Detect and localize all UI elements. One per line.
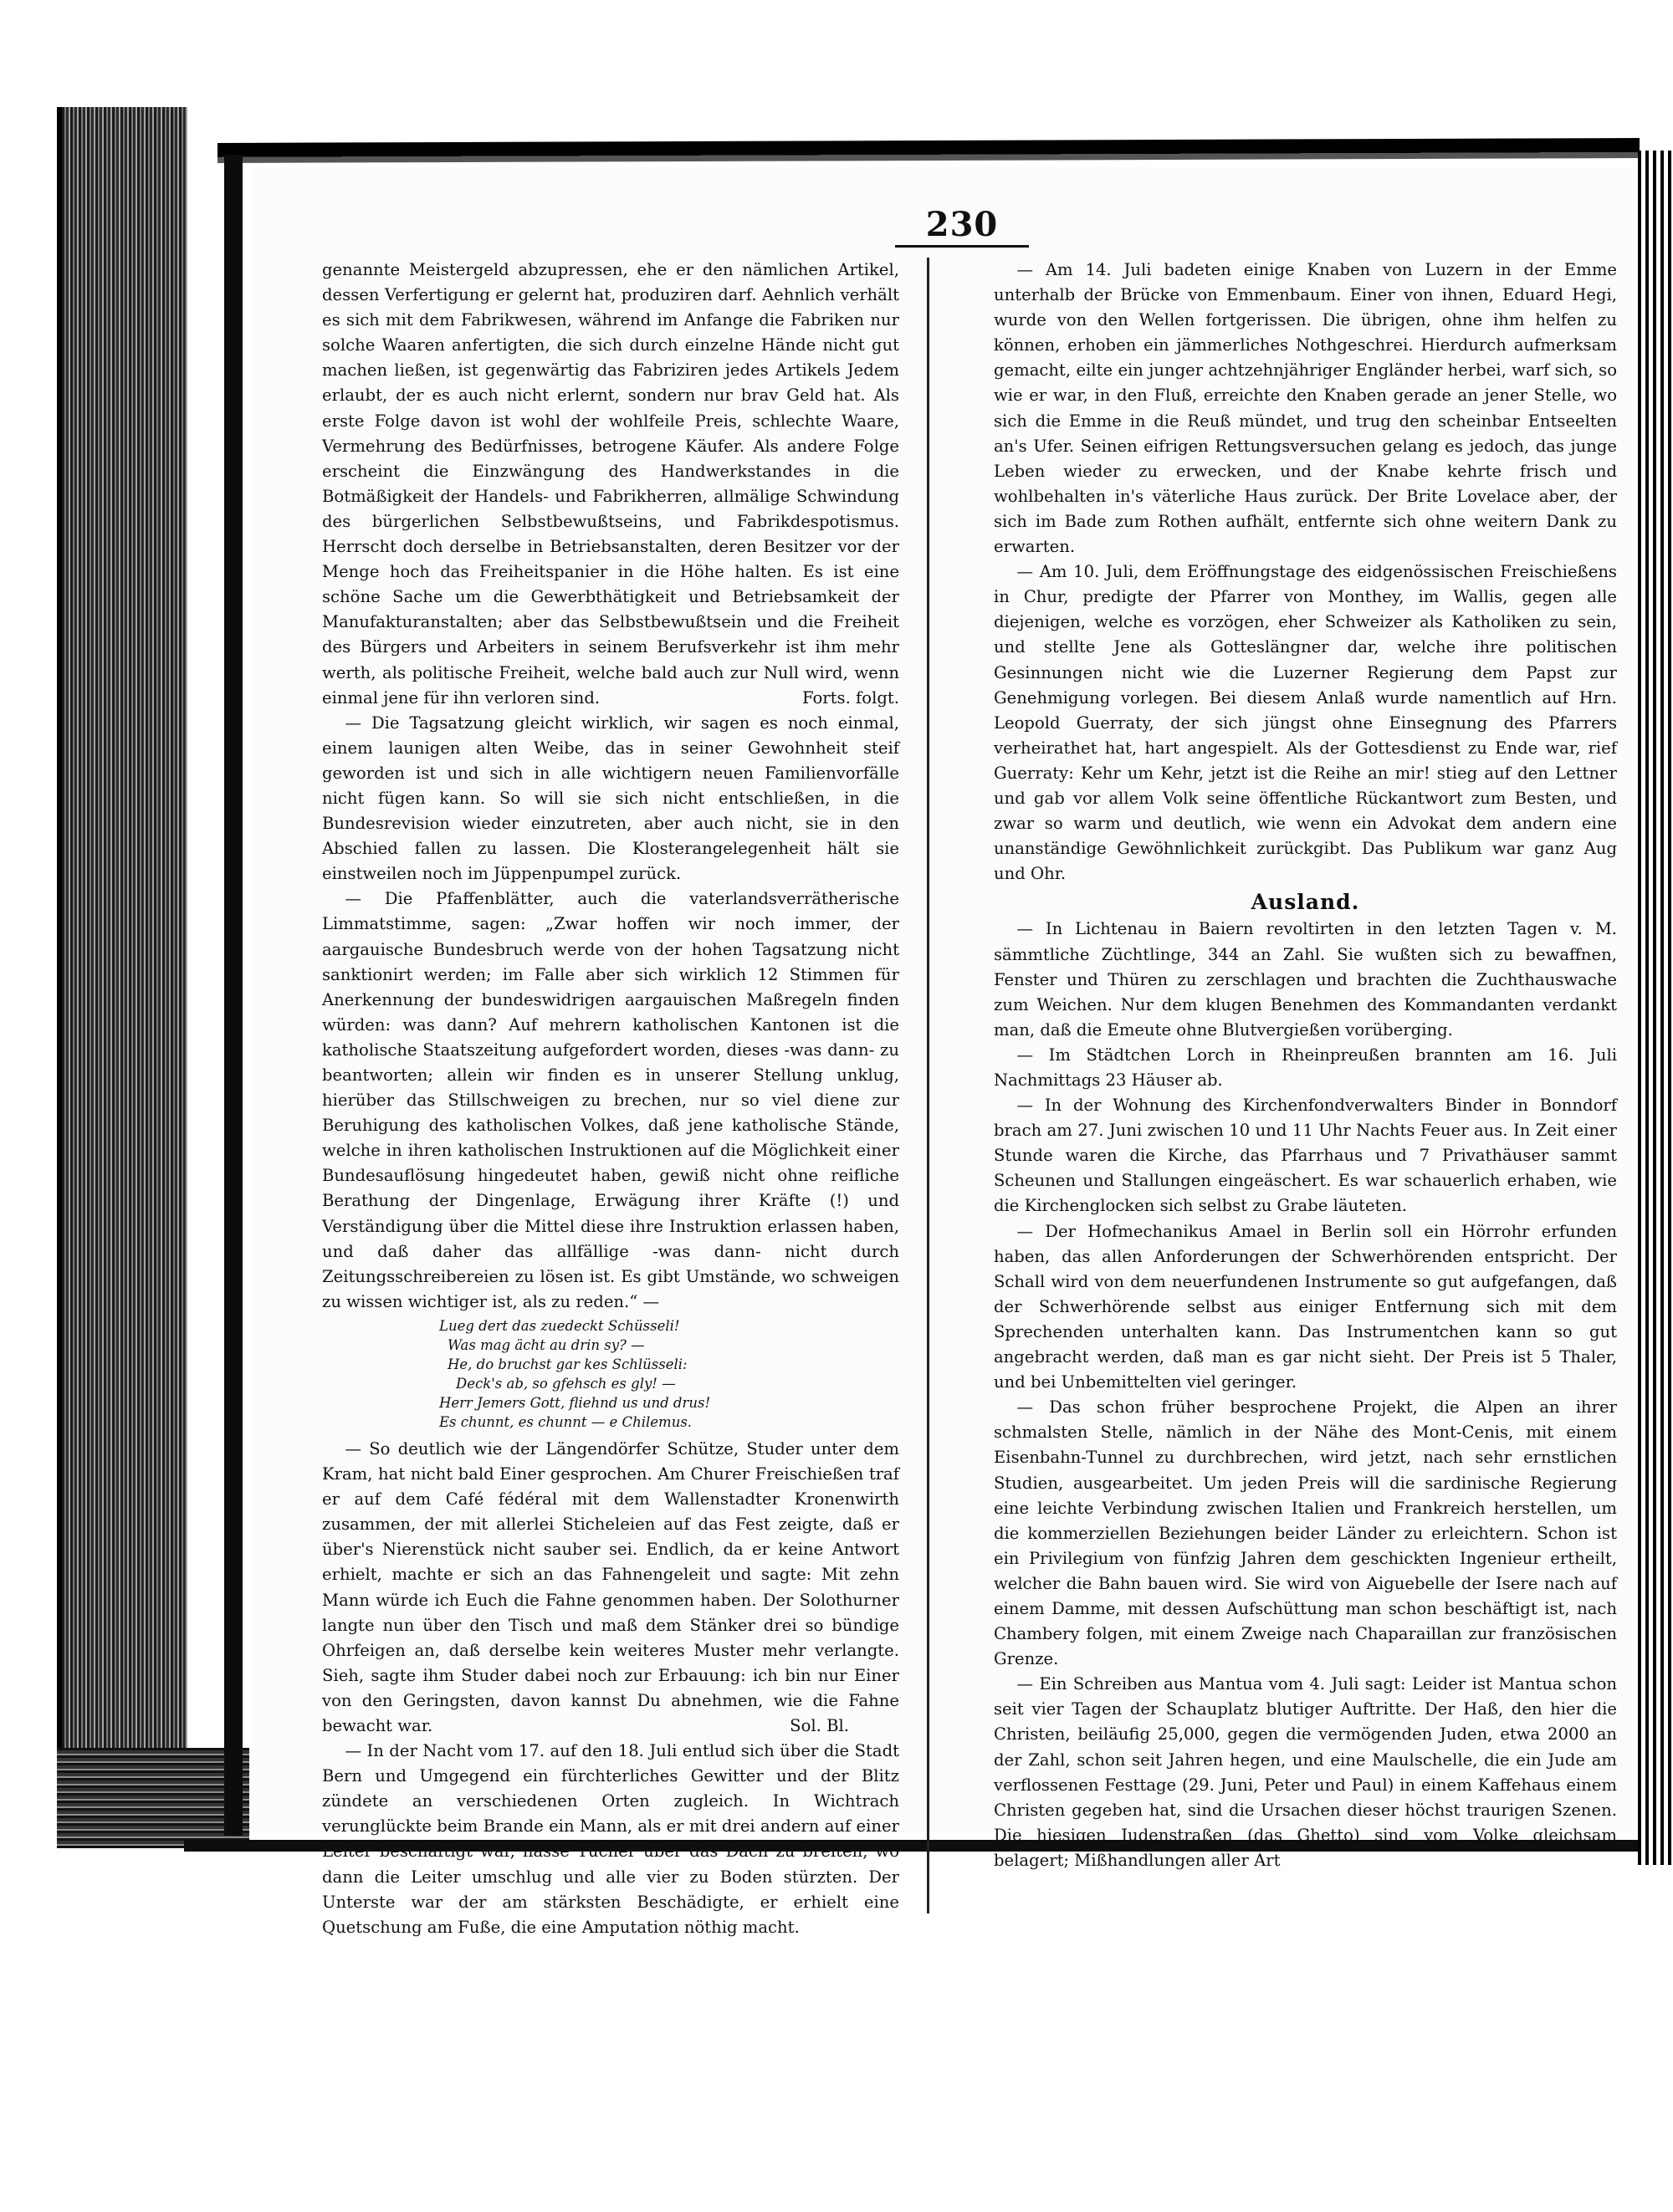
continuation-note: Forts. folgt. (801, 687, 899, 708)
verse-line: Deck's ab, so gfehsch es gly! — (456, 1375, 676, 1392)
verse-line: Es chunnt, es chunnt — e Chilemus. (439, 1413, 693, 1430)
scan-right-edge (1638, 151, 1673, 1865)
book-page-edge-bottom (57, 1748, 249, 1848)
verse-line: Herr Jemers Gott, fliehnd us und drus! (439, 1394, 711, 1411)
section-heading: Ausland. (1251, 890, 1360, 915)
source-note: Sol. Bl. (790, 1715, 849, 1735)
page-number: 230 (925, 205, 999, 244)
paragraph-text: genannte Meistergeld abzupressen, ehe er den nämlichen Artikel, dessen Verfertigung er gelernt hat, produziren darf. Aehnlich verhält es sich mit dem Fabrikwesen, während im Anfange die Fabriken nur solche Waaren anfertigten, die sich durch einzelne Hände nicht gut machen ließen, ist gegenwärtig das Fabriziren jedes Artikels Jedem erlaubt, der es auch nicht erlernt, sondern nur brav Geld hat. Als erste Folge davon ist wohl der wohlfeile Preis, schlechte Waare, Vermehrung des Bedürfnisses, betrogene Käufer. Als andere Folge erscheint die Einzwängung des Handwerkstandes in die Botmäßigkeit der Handels- und Fabrikherren, allmälige Schwindung des bürgerlichen Selbstbewußtseins, und Fabrikdespotismus. Herrscht doch derselbe in Betriebsanstalten, deren Besitzer vor der Menge hoch das Freiheitspanier in die Höhe halten. Es ist eine schöne Sache um die Gewerbthätigkeit und Betriebsamkeit der Manufakturanstalten; aber das Selbstbewußtsein und die Freiheit des Bürgers und Arbeiters in seinem Berufsverkehr ist ihm mehr werth, als politische Freiheit, welche bald auch zur Null wird, wenn einmal jene für ihn verloren sind. (322, 260, 899, 708)
column-divider (927, 258, 929, 1913)
paragraph: — Die Pfaffenblätter, auch die vaterlandsverrätherische Limmatstimme, sagen: „Zwar hoffen wir noch immer, der aargauische Bundesbruch werde von der hohen Tagsatzung nicht sanktionirt werden; im Falle aber sich wirklich 12 Stimmen für Anerkennung der bundeswidrigen aargauischen Maßregeln finden würden: was dann? Auf mehrern katholischen Kantonen ist die katholische Staatszeitung aufgefordert worden, dieses -was dann- zu beantworten; allein wir finden es in unserer Stellung unklug, hierüber das Stillschweigen zu brechen, nur so viel diene zur Beruhigung des katholischen Volkes, daß jene katholische Stände, welche in ihren katholischen Instruktionen auf die Möglichkeit einer Bundesauflösung hingedeutet haben, gewiß nicht ohne reifliche Berathung der Dingenlage, Erwägung ihrer Kräfte (!) und Verständigung über die Mittel diese ihre Instruktion erlassen haben, und daß daher das allfällige -was dann- nicht durch Zeitungsschreibereien zu lösen ist. Es gibt Umstände, wo schweigen zu wissen wichtiger ist, als zu reden.“ — (322, 889, 899, 1311)
page-number-rule (895, 245, 1029, 248)
paragraph: — In der Wohnung des Kirchenfondverwalters Binder in Bonndorf brach am 27. Juni zwischen 10 und 11 Uhr Nachts Feuer aus. In Zeit einer Stunde waren die Kirche, das Pfarrhaus und 7 Privathäuser sammt Scheunen und Stallungen eingeäschert. Es war schauerlich erhaben, wie die Kirchenglocken sich selbst zu Grabe läuteten. (994, 1096, 1617, 1216)
scan-top-border (217, 138, 1640, 163)
verse-line: Was mag ächt au drin sy? — (448, 1336, 645, 1353)
right-column (994, 258, 1617, 1873)
book-page-edge (57, 107, 187, 1838)
verse-block (439, 1316, 899, 1432)
verse-line: Lueg dert das zuedeckt Schüsseli! (439, 1317, 680, 1334)
paragraph: — In Lichtenau in Baiern revoltirten in den letzten Tagen v. M. sämmtliche Züchtlinge, 344 an Zahl. Sie wußten sich zu bewaffnen, Fenster und Thüren zu zerschlagen und brachten die Zuchthauswache zum Weichen. Nur dem klugen Benehmen des Kommandanten verdankt man, daß die Emeute ohne Blutvergießen vorüberging. (994, 919, 1617, 1040)
paragraph: — Ein Schreiben aus Mantua vom 4. Juli sagt: Leider ist Mantua schon seit vier Tagen der Schauplatz blutiger Auftritte. Der Haß, den hier die Christen, beiläufig 25,000, gegen die vermögenden Juden, etwa 2000 an der Zahl, schon seit Jahren hegen, und eine Maulschelle, die ein Jude am verflossenen Festtage (29. Juni, Peter und Paul) in einem Kaffehaus einem Christen gegeben hat, sind die Ursachen dieser höchst traurigen Szenen. Die hiesigen Judenstraßen (das Ghetto) sind vom Volke gleichsam belagert; Mißhandlungen aller Art (994, 1674, 1617, 1870)
left-column (322, 258, 899, 1940)
paragraph: — Das schon früher besprochene Projekt, die Alpen an ihrer schmalsten Stelle, nämlich in der Nähe des Mont-Cenis, mit einem Eisenbahn-Tunnel zu durchbrechen, wird jetzt, nach sehr ernstlichen Studien, ausgearbeitet. Um jeden Preis will die sardinische Regierung eine leichte Verbindung zwischen Italien und Frankreich herstellen, um die kommerziellen Beziehungen beider Länder zu erleichtern. Schon ist ein Privilegium von fünfzig Jahren dem geschickten Ingenieur ertheilt, welcher die Bahn bauen wird. Sie wird von Aiguebelle der Isere nach auf einem Damme, mit dessen Aufschüttung man schon beschäftigt ist, nach Chambery folgen, mit einem Zweige nach Chaparaillan zur französischen Grenze. (994, 1397, 1617, 1669)
paragraph: — Die Tagsatzung gleicht wirklich, wir sagen es noch einmal, einem launigen alten Weibe, das in seiner Gewohnheit steif geworden ist und sich in alle wichtigern neuen Familienvorfälle nicht fügen kann. So will sie sich nicht entschließen, in die Bundesrevision wieder einzutreten, aber auch nicht, sie in den Abschied fallen zu lassen. Die Klosterangelegenheit hält sie einstweilen noch im Jüppenpumpel zurück. (322, 713, 899, 884)
paragraph (322, 258, 899, 711)
book-spine-shadow (224, 155, 243, 1836)
paragraph: — Im Städtchen Lorch in Rheinpreußen brannten am 16. Juli Nachmittags 23 Häuser ab. (994, 1045, 1617, 1090)
paragraph: — In der Nacht vom 17. auf den 18. Juli entlud sich über die Stadt Bern und Umgegend ein fürchterliches Gewitter und der Blitz zündete an verschiedenen Orten zugleich. In Wichtrach verunglückte beim Brande ein Mann, als er mit drei andern auf einer Leiter beschäftigt war, nasse Tücher über das Dach zu breiten, wo dann die Leiter umschlug und alle vier zu Boden stürzten. Der Unterste war der am stärksten Beschädigte, er erhielt eine Quetschung am Fuße, die eine Amputation nöthig macht. (322, 1741, 899, 1937)
paragraph: — Am 14. Juli badeten einige Knaben von Luzern in der Emme unterhalb der Brücke von Emmenbaum. Einer von ihnen, Eduard Hegi, wurde von den Wellen fortgerissen. Die übrigen, ohne ihm helfen zu können, erhoben ein jämmerliches Nothgeschrei. Hierdurch aufmerksam gemacht, eilte ein junger achtzehnjähriger Engländer herbei, warf sich, so wie er war, in den Fluß, erreichte den Knaben gerade an jener Stelle, wo sich die Emme in die Reuß mündet, und trug den scheinbar Entseelten an's Ufer. Seinen eifrigen Rettungsversuchen gelang es jedoch, das junge Leben wieder zu erwecken, und der Knabe kehrte frisch und wohlbehalten in's väterliche Haus zurück. Der Brite Lovelace aber, der sich im Bade zum Rothen aufhält, entfernte sich ohne weitern Dank zu erwarten. (994, 260, 1617, 557)
verse-line: He, do bruchst gar kes Schlüsseli: (448, 1356, 688, 1372)
paragraph: — Der Hofmechanikus Amael in Berlin soll ein Hörrohr erfunden haben, das allen Anforderungen der Schwerhörenden entspricht. Der Schall wird von dem neuerfundenen Instrumente so gut aufgefangen, daß der Schwerhörende selbst aus einiger Entfernung sich mit dem Sprechenden unterhalten kann. Das Instrumentchen kann so gut angebracht werden, daß man es gar nicht sieht. Der Preis ist 5 Thaler, und bei Unbemittelten viel geringer. (994, 1221, 1617, 1392)
paragraph: — Am 10. Juli, dem Eröffnungstage des eidgenössischen Freischießens in Chur, predigte der Pfarrer von Monthey, im Wallis, gegen alle diejenigen, welche es vorzögen, eher Schweizer als Katholiken zu sein, und stellte Jene als Gotteslängner dar, welche ihre politischen Gesinnungen nicht wie die Luzerner Regierung dem Papst zur Genehmigung vorlegen. Bei diesem Anlaß wurde namentlich auf Hrn. Leopold Guerraty, der sich jüngst ohne Einsegnung des Pfarrers verheirathet hat, hart angespielt. Als der Gottesdienst zu Ende war, rief Guerraty: Kehr um Kehr, jetzt ist die Reihe an mir! stieg auf den Lettner und gab vor allem Volk seine öffentliche Rückantwort zum Besten, und zwar so warm und deutlich, wie wenn ein Advokat dem andern eine unanständige Gewöhnlichkeit zurückgibt. Das Publikum war ganz Aug und Ohr. (994, 562, 1617, 884)
paragraph (322, 1437, 899, 1739)
paragraph-text: — So deutlich wie der Längendörfer Schütze, Studer unter dem Kram, hat nicht bald Einer gesprochen. Am Churer Freischießen traf er auf dem Café fédéral mit dem Wallenstadter Kronenwirth zusammen, der mit allerlei Sticheleien auf das Fest zeigte, daß er über's Nierenstück nicht sauber sei. Endlich, da er keine Antwort erhielt, machte er sich an das Fahnengeleit und sagte: Mit zehn Mann würde ich Euch die Fahne genommen haben. Der Solothurner langte nun über den Tisch und maß dem Stänker drei so bündige Ohrfeigen an, daß derselbe kein weiteres Muster mehr verlangte. Sieh, sagte ihm Studer dabei noch zur Erbauung: ich bin nur Einer von den Geringsten, davon kannst Du abnehmen, wie die Fahne bewacht war. (322, 1438, 899, 1735)
